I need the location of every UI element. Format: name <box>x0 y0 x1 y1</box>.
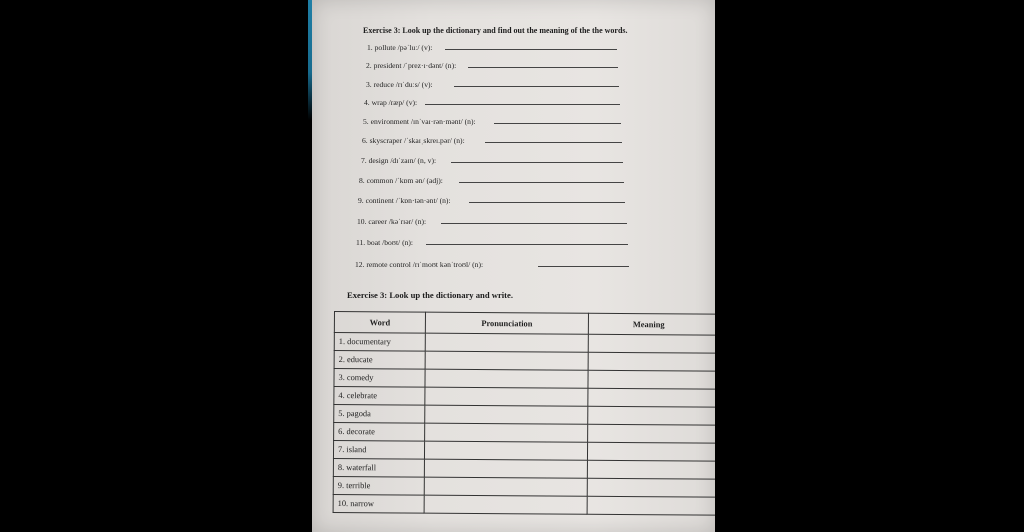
table-row <box>333 494 715 515</box>
header-meaning: Meaning <box>588 313 715 335</box>
item-3: 3. reduce /rɪˈduːs/ (v): <box>366 80 433 89</box>
item-2: 2. president /ˈprez·ɪ·dənt/ (n): <box>366 61 457 70</box>
meaning-cell[interactable] <box>588 424 715 443</box>
pronunciation-cell[interactable] <box>425 351 588 370</box>
answer-line-1[interactable] <box>445 49 617 50</box>
answer-line-3[interactable] <box>454 86 619 87</box>
word-cell: 2. educate <box>334 351 425 370</box>
meaning-cell[interactable] <box>588 370 715 389</box>
item-1: 1. pollute /pəˈluː/ (v): <box>367 43 433 52</box>
meaning-cell[interactable] <box>588 334 715 353</box>
meaning-cell[interactable] <box>587 478 715 497</box>
word-cell: 1. documentary <box>334 333 425 352</box>
meaning-cell[interactable] <box>587 442 715 461</box>
meaning-cell[interactable] <box>588 352 715 371</box>
header-word: Word <box>334 312 425 334</box>
meaning-cell[interactable] <box>587 496 715 515</box>
pronunciation-cell[interactable] <box>425 387 588 406</box>
word-cell: 4. celebrate <box>334 387 425 406</box>
answer-line-10[interactable] <box>441 223 627 224</box>
answer-line-11[interactable] <box>426 244 628 245</box>
pronunciation-cell[interactable] <box>424 459 587 478</box>
item-11: 11. boat /boʊt/ (n): <box>356 238 414 247</box>
answer-line-6[interactable] <box>485 142 622 143</box>
word-cell: 9. terrible <box>333 476 424 495</box>
pronunciation-cell[interactable] <box>425 423 588 442</box>
answer-line-7[interactable] <box>451 162 623 163</box>
item-9: 9. continent /ˈkɒn·tən·ənt/ (n): <box>358 196 451 205</box>
item-7: 7. design /dɪˈzaɪn/ (n, v): <box>361 156 437 165</box>
item-5: 5. environment /ɪnˈvaɪ·rən·mənt/ (n): <box>363 117 476 126</box>
exercise-b-title: Exercise 3: Look up the dictionary and write. <box>347 290 513 300</box>
answer-line-2[interactable] <box>468 67 618 68</box>
vocabulary-table <box>333 311 715 516</box>
answer-line-5[interactable] <box>494 123 621 124</box>
item-4: 4. wrap /ræp/ (v): <box>364 98 418 107</box>
pronunciation-cell[interactable] <box>425 405 588 424</box>
word-cell: 6. decorate <box>334 423 425 442</box>
pronunciation-cell[interactable] <box>424 477 587 496</box>
table-header-row <box>334 312 715 336</box>
pronunciation-cell[interactable] <box>424 441 587 460</box>
pronunciation-cell[interactable] <box>425 333 588 352</box>
answer-line-12[interactable] <box>538 266 629 267</box>
item-8: 8. common /ˈkɒm ən/ (adj): <box>359 176 443 185</box>
answer-line-9[interactable] <box>469 202 625 203</box>
meaning-cell[interactable] <box>588 388 715 407</box>
word-cell: 8. waterfall <box>333 458 424 477</box>
meaning-cell[interactable] <box>588 406 715 425</box>
word-cell: 3. comedy <box>334 369 425 388</box>
word-cell: 5. pagoda <box>334 405 425 424</box>
worksheet-paper <box>312 0 715 532</box>
answer-line-4[interactable] <box>425 104 620 105</box>
item-12: 12. remote control /rɪˈmoʊt kənˈtroʊl/ (n): <box>355 260 484 269</box>
item-6: 6. skyscraper /ˈskaɪˌskreɪ.pər/ (n): <box>362 136 465 145</box>
meaning-cell[interactable] <box>587 460 715 479</box>
word-cell: 10. narrow <box>333 494 424 513</box>
exercise-a-title: Exercise 3: Look up the dictionary and find out the meaning of the the words. <box>363 26 628 35</box>
word-cell: 7. island <box>333 441 424 460</box>
pronunciation-cell[interactable] <box>424 495 587 514</box>
item-10: 10. career /kəˈrɪər/ (n): <box>357 217 427 226</box>
pronunciation-cell[interactable] <box>425 369 588 388</box>
header-pronunciation: Pronunciation <box>425 312 588 334</box>
answer-line-8[interactable] <box>459 182 624 183</box>
